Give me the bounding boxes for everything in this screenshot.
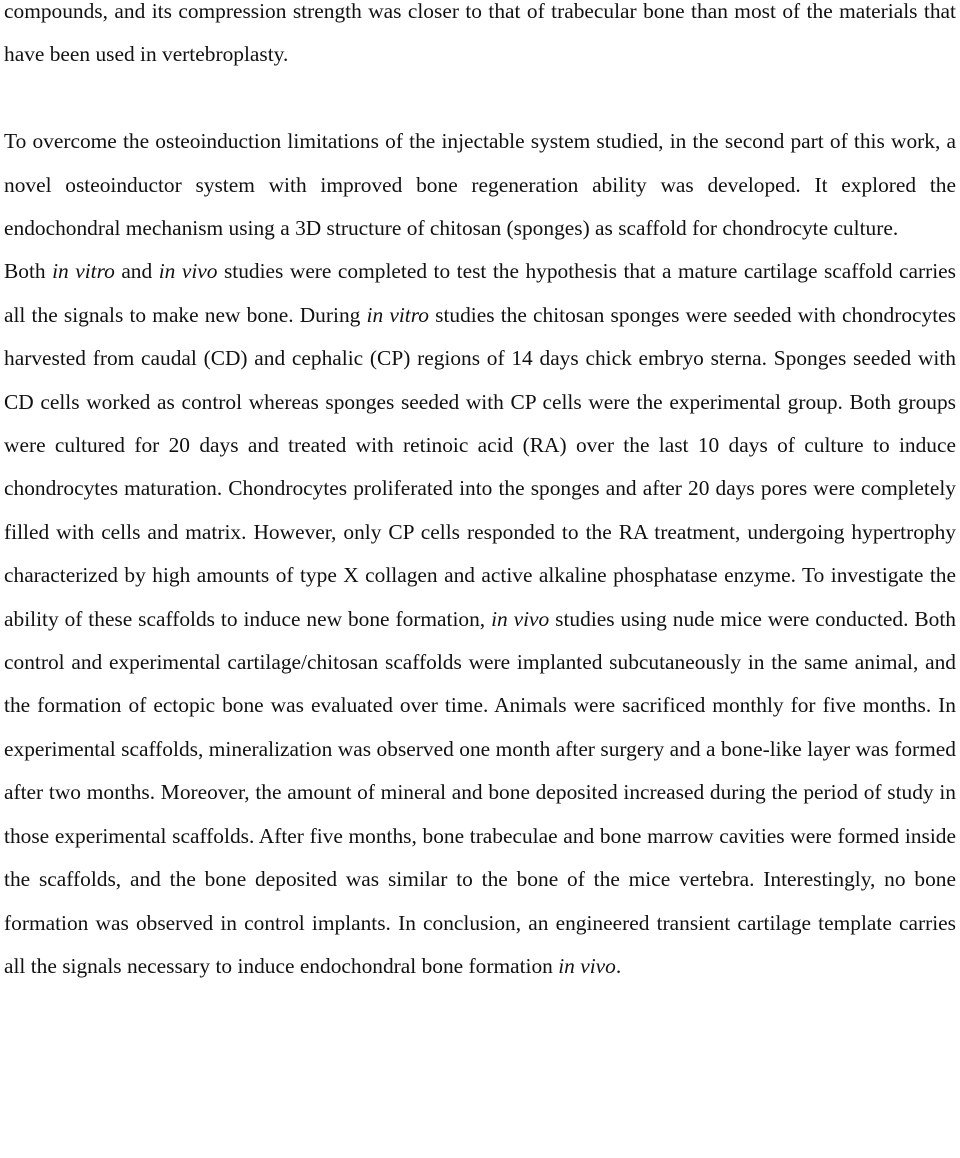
- paragraph-2: [4, 120, 956, 250]
- text-segment: Both: [4, 259, 53, 284]
- text-segment: To overcome the osteoinduction limitations of the injectable system studied, in the second part of this work, a novel osteoinductor system with improved bone regeneration ability was developed. It explored the endochondral mechanism using a 3D structure of chitosan (sponges) as scaffold for chondrocyte culture.: [4, 129, 956, 241]
- text-segment: .: [615, 953, 622, 978]
- italic-term: in vitro: [366, 302, 429, 327]
- text-segment: compounds, and its compression strength was closer to that of trabecular bone than most of the materials that have been used in vertebroplasty.: [4, 0, 956, 67]
- paragraph-1: [4, 0, 956, 77]
- text-segment: studies were completed to test the hypothesis that a mature cartilage scaffold carries all the signals to make new bone. During: [4, 259, 956, 327]
- paragraph-3: [4, 250, 956, 988]
- text-segment: studies the chitosan sponges were seeded with chondrocytes harvested from caudal (CD) and cephalic (CP) regions of 14 days chick embryo sterna. Sponges seeded with CD cells worked as control whereas sponges seeded with CP cells were the experimental group. Both groups were cultured for 20 days and treated with retinoic acid (RA) over the last 10 days of culture to induce chondrocytes maturation. Chondrocytes proliferated into the sponges and after 20 days pores were completely filled with cells and matrix. However, only CP cells responded to the RA treatment, undergoing hypertrophy characterized by high amounts of type X collagen and active alkaline phosphatase enzyme. To investigate the ability of these scaffolds to induce new bone formation,: [4, 302, 957, 631]
- italic-term: in vivo: [558, 953, 616, 978]
- text-segment: and: [114, 259, 159, 284]
- italic-term: in vivo: [158, 259, 218, 284]
- paragraph-spacer: [4, 77, 956, 120]
- italic-term: in vitro: [52, 259, 115, 284]
- italic-term: in vivo: [491, 606, 550, 631]
- text-segment: studies using nude mice were conducted. Both control and experimental cartilage/chitosan scaffolds were implanted subcutaneously in the same animal, and the formation of ectopic bone was evaluated over time. Animals were sacrificed monthly for five months. In experimental scaffolds, mineralization was observed one month after surgery and a bone-like layer was formed after two months. Moreover, the amount of mineral and bone deposited increased during the period of study in those experimental scaffolds. After five months, bone trabeculae and bone marrow cavities were formed inside the scaffolds, and the bone deposited was similar to the bone of the mice vertebra. Interestingly, no bone formation was observed in control implants. In conclusion, an engineered transient cartilage template carries all the signals necessary to induce endochondral bone formation: [4, 606, 956, 978]
